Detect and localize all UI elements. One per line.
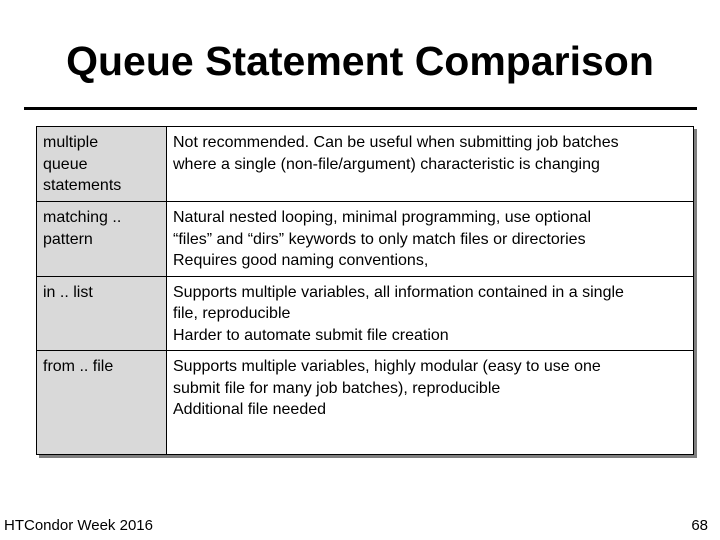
- row-key-line: queue: [43, 155, 88, 173]
- row-description-line: “files” and “dirs” keywords to only match files or directories: [173, 230, 586, 248]
- row-description-line: Supports multiple variables, highly modular (easy to use one: [173, 358, 601, 375]
- table-row: [37, 202, 694, 277]
- row-description-line: Harder to automate submit file creation: [173, 326, 449, 344]
- row-description-line: Not recommended. Can be useful when submitting job batches: [173, 134, 619, 151]
- row-description-line: Supports multiple variables, all information contained in a single: [173, 283, 624, 301]
- table-row: [37, 351, 694, 455]
- row-key-cell: [37, 351, 167, 455]
- row-description-line: Natural nested looping, minimal programming, use optional: [173, 209, 591, 226]
- table-row: [37, 127, 694, 202]
- row-description-line: file, reproducible: [173, 305, 291, 322]
- row-description-line: Additional file needed: [173, 401, 327, 418]
- row-description-cell: [167, 127, 694, 202]
- row-key-line: pattern: [43, 230, 93, 248]
- row-key-cell: [37, 127, 167, 202]
- row-key-line: matching ..: [43, 209, 122, 226]
- row-key-line: multiple: [43, 134, 99, 151]
- footer-event-name: HTCondor Week 2016: [4, 517, 153, 534]
- slide-page-number: 68: [691, 517, 708, 534]
- row-description-line: submit file for many job batches), reproducible: [173, 379, 501, 397]
- row-key-line: in .. list: [43, 283, 93, 301]
- row-description-cell: [167, 276, 694, 351]
- row-description-line: Requires good naming conventions,: [173, 252, 429, 269]
- row-key-line: statements: [43, 177, 122, 194]
- row-description-cell: [167, 202, 694, 277]
- row-key-line: from .. file: [43, 358, 114, 375]
- comparison-table: [36, 126, 694, 455]
- row-key-cell: [37, 276, 167, 351]
- title-divider: [24, 107, 697, 110]
- slide-title: Queue Statement Comparison: [66, 38, 654, 84]
- row-description-cell: [167, 351, 694, 455]
- row-key-cell: [37, 202, 167, 277]
- comparison-table-container: [36, 126, 694, 455]
- row-description-line: where a single (non-file/argument) characteristic is changing: [173, 155, 600, 173]
- table-row: [37, 276, 694, 351]
